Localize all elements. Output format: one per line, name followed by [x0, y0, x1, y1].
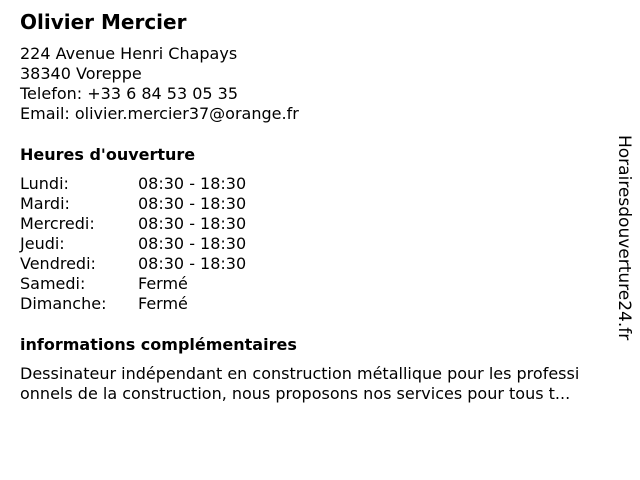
day-label: Mardi:	[20, 194, 70, 213]
time-range: Fermé	[138, 274, 188, 293]
time-range: 08:30 - 18:30	[138, 174, 247, 193]
city-postcode: 38340 Voreppe	[20, 64, 142, 83]
opening-hours-heading: Heures d'ouverture	[20, 145, 196, 164]
time-range: 08:30 - 18:30	[138, 214, 247, 233]
business-name: Olivier Mercier	[20, 10, 187, 34]
email-address: Email: olivier.mercier37@orange.fr	[20, 104, 299, 123]
phone-number: Telefon: +33 6 84 53 05 35	[20, 84, 239, 103]
time-range: 08:30 - 18:30	[138, 194, 247, 213]
street-address: 224 Avenue Henri Chapays	[20, 44, 238, 63]
watermark-text: Horairesdouverture24.fr	[614, 135, 634, 341]
description-line: Dessinateur indépendant en construction métallique pour les professi	[20, 364, 580, 383]
time-range: 08:30 - 18:30	[138, 254, 247, 273]
additional-info-heading: informations complémentaires	[20, 335, 297, 354]
day-label: Lundi:	[20, 174, 69, 193]
day-label: Samedi:	[20, 274, 86, 293]
day-label: Vendredi:	[20, 254, 96, 273]
contact-block	[20, 44, 299, 124]
time-range: 08:30 - 18:30	[138, 234, 247, 253]
description-line: onnels de la construction, nous proposons nos services pour tous t...	[20, 384, 571, 403]
day-label: Dimanche:	[20, 294, 107, 313]
day-label: Mercredi:	[20, 214, 95, 233]
business-description	[20, 364, 620, 404]
time-range: Fermé	[138, 294, 188, 313]
site-watermark	[610, 135, 638, 345]
day-label: Jeudi:	[20, 234, 65, 253]
